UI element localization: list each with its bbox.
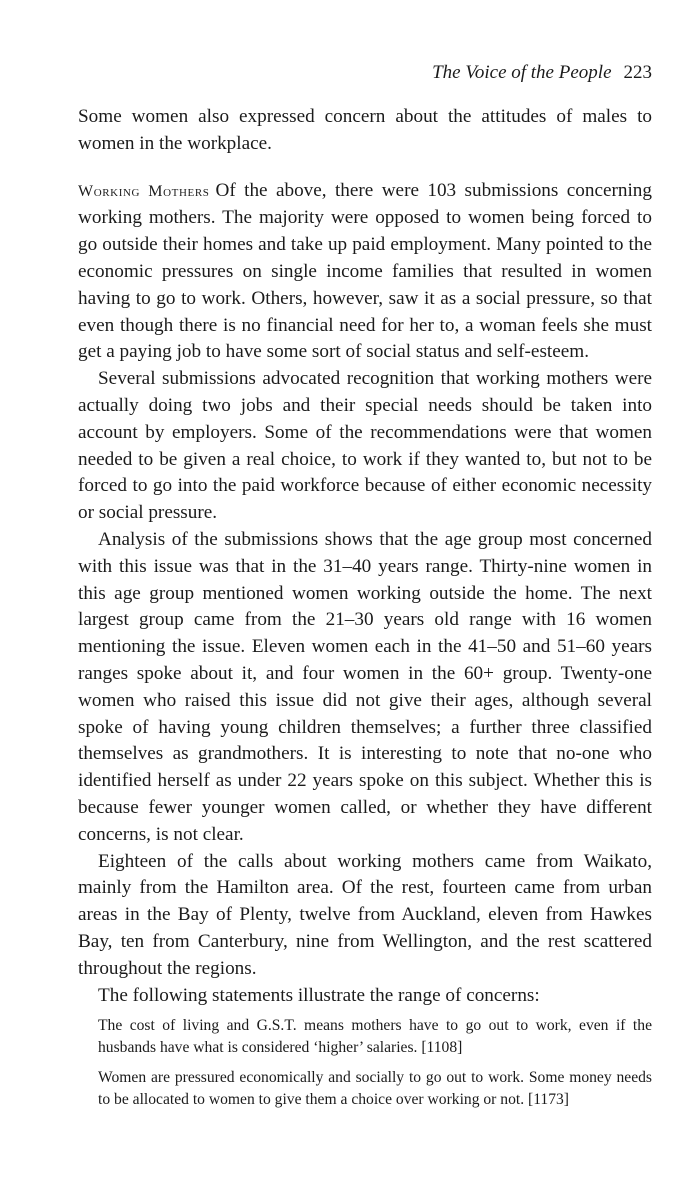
paragraph-age-analysis: Analysis of the submissions shows that the age group most concerned with this issue was that in the 31–40 years range. Thirty-nine women in this age group mentioned women working outside the home. The next largest group came from the 21–30 years old range with 16 women mentioning the issue. Eleven women each in the 41–50 and 51–60 years ranges spoke about it, and four women in the 60+ group. Twenty-one women who raised this issue did not give their ages, although several spoke of having young children themselves; a further three classified themselves as grandmothers. It is interesting to note that no-one who identified herself as under 22 years spoke on this subject. Whether this is because fewer younger women called, or whether they have different concerns, is not clear. bbox=[78, 528, 652, 845]
running-head bbox=[78, 60, 652, 86]
paragraph-statements-intro: The following statements illustrate the range of concerns: bbox=[98, 984, 540, 1006]
quote-1173: Women are pressured economically and socially to go out to work. Some money needs to be allocated to women to give them a choice over working or not. [1173] bbox=[98, 1068, 652, 1108]
paragraph-working-mothers-text: Of the above, there were 103 submissions concerning working mothers. The majority were opposed to women being forced to go outside their homes and take up paid employment. Many pointed to the economic pressures on single income families that resulted in women having to go to work. Others, however, saw it as a social pressure, so that even though there is no financial need for her to, a woman feels she must get a paying job to have some sort of social status and self-esteem. bbox=[78, 179, 652, 363]
running-head-title: The Voice of the People bbox=[432, 62, 612, 83]
paragraph-intro: Some women also expressed concern about the attitudes of males to women in the workplace. bbox=[78, 106, 652, 154]
quote-1108: The cost of living and G.S.T. means mothers have to go out to work, even if the husbands have what is considered ‘higher’ salaries. [1108] bbox=[98, 1017, 652, 1057]
paragraph-regions: Eighteen of the calls about working mothers came from Waikato, mainly from the Hamilton area. Of the rest, fourteen came from urban areas in the Bay of Plenty, twelve from Auckland, eleven from Hawkes Bay, ten from Canterbury, nine from Wellington, and the rest scattered throughout the regions. bbox=[78, 850, 652, 979]
book-page bbox=[78, 60, 652, 1110]
section-heading: Working Mothers bbox=[78, 182, 210, 200]
page-number: 223 bbox=[623, 62, 652, 83]
paragraph-recognition: Several submissions advocated recognition that working mothers were actually doing two jobs and their special needs should be taken into account by employers. Some of the recommendations were that women needed to be given a real choice, to work if they wanted to, but not to be forced to go into the paid workforce because of either economic necessity or social pressure. bbox=[78, 368, 652, 524]
paragraph-working-mothers bbox=[78, 178, 652, 367]
